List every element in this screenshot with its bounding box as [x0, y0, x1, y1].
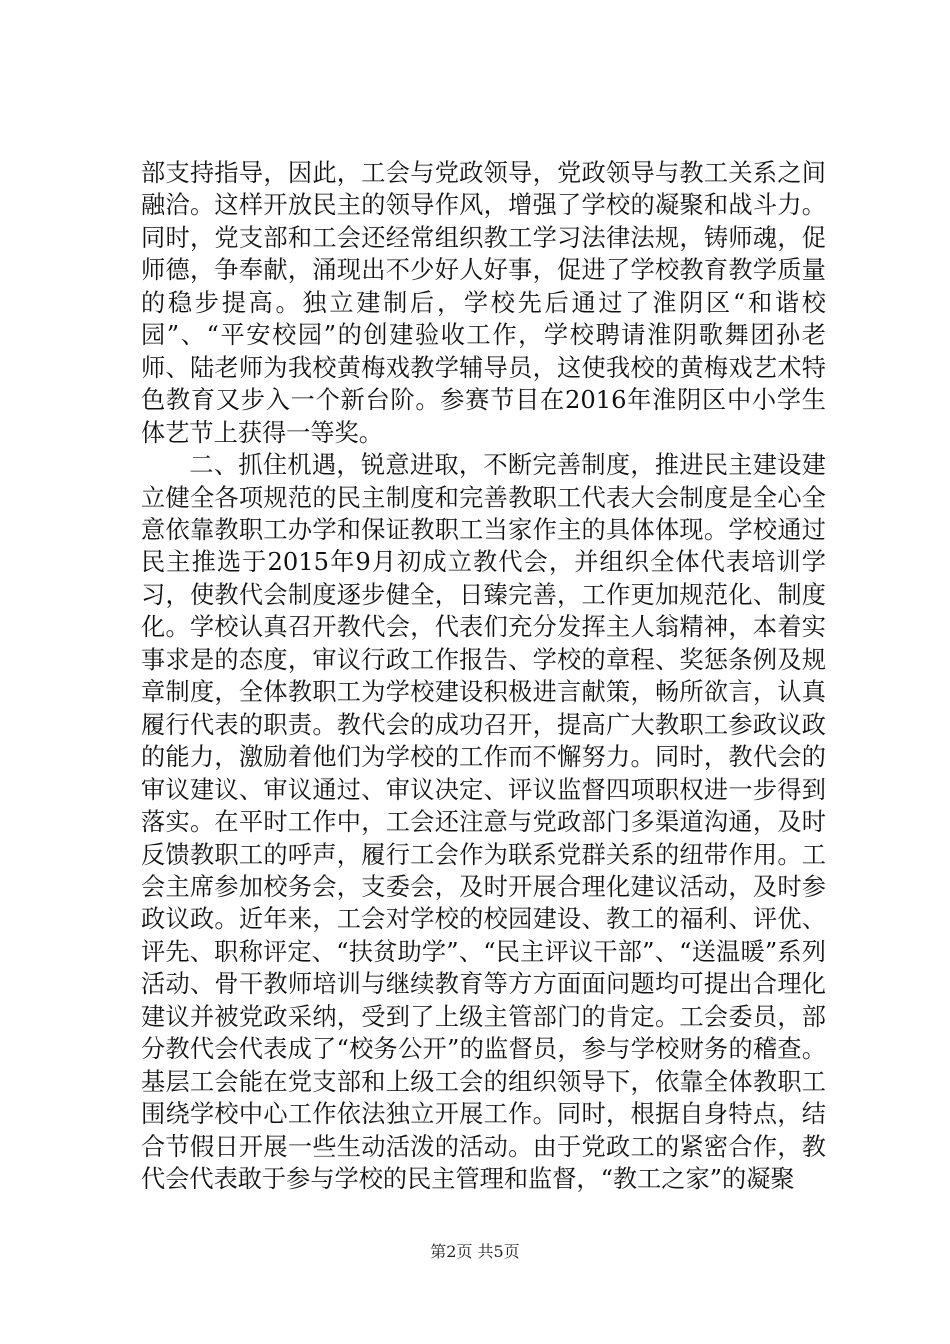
document-body	[141, 157, 826, 1196]
paragraph-continuation: 部支持指导，因此，工会与党政领导，党政领导与教工关系之间融洽。这样开放民主的领导作风，增强了学校的凝聚和战斗力。同时，党支部和工会还经常组织教工学习法律法规，铸师魂，促师德，争奉献，涌现出不少好人好事，促进了学校教育教学质量的稳步提高。独立建制后，学校先后通过了淮阴区“和谐校园”、“平安校园”的创建验收工作，学校聘请淮阴歌舞团孙老师、陆老师为我校黄梅戏教学辅导员，这使我校的黄梅戏艺术特色教育又步入一个新台阶。参赛节目在2016年淮阴区中小学生体艺节上获得一等奖。	[141, 159, 826, 447]
paragraph-section-two: 二、抓住机遇，锐意进取，不断完善制度，推进民主建设建立健全各项规范的民主制度和完善教职工代表大会制度是全心全意依靠教职工办学和保证教职工当家作主的具体体现。学校通过民主推选于2015年9月初成立教代会，并组织全体代表培训学习，使教代会制度逐步健全，日臻完善，工作更加规范化、制度化。学校认真召开教代会，代表们充分发挥主人翁精神，本着实事求是的态度，审议行政工作报告、学校的章程、奖惩条例及规章制度，全体教职工为学校建设积极进言献策，畅所欲言，认真履行代表的职责。教代会的成功召开，提高广大教职工参政议政的能力，激励着他们为学校的工作而不懈努力。同时，教代会的审议建议、审议通过、审议决定、评议监督四项职权进一步得到落实。在平时工作中，工会还注意与党政部门多渠道沟通，及时反馈教职工的呼声，履行工会作为联系党群关系的纽带作用。工会主席参加校务会，支委会，及时开展合理化建议活动，及时参政议政。近年来，工会对学校的校园建设、教工的福利、评优、评先、职称评定、“扶贫助学”、“民主评议干部”、“送温暖”系列活动、骨干教师培训与继续教育等方方面面问题均可提出合理化建议并被党政采纳，受到了上级主管部门的肯定。工会委员，部分教代会代表成了“校务公开”的监督员，参与学校财务的稽查。基层工会能在党支部和上级工会的组织领导下，依靠全体教职工围绕学校中心工作依法独立开展工作。同时，根据自身特点，结合节假日开展一些生动活泼的活动。由于党政工的紧密合作，教代会代表敢于参与学校的民主管理和监督，“教工之家”的凝聚	[141, 451, 826, 1194]
page-footer-number: 第2页 共5页	[430, 1242, 520, 1261]
